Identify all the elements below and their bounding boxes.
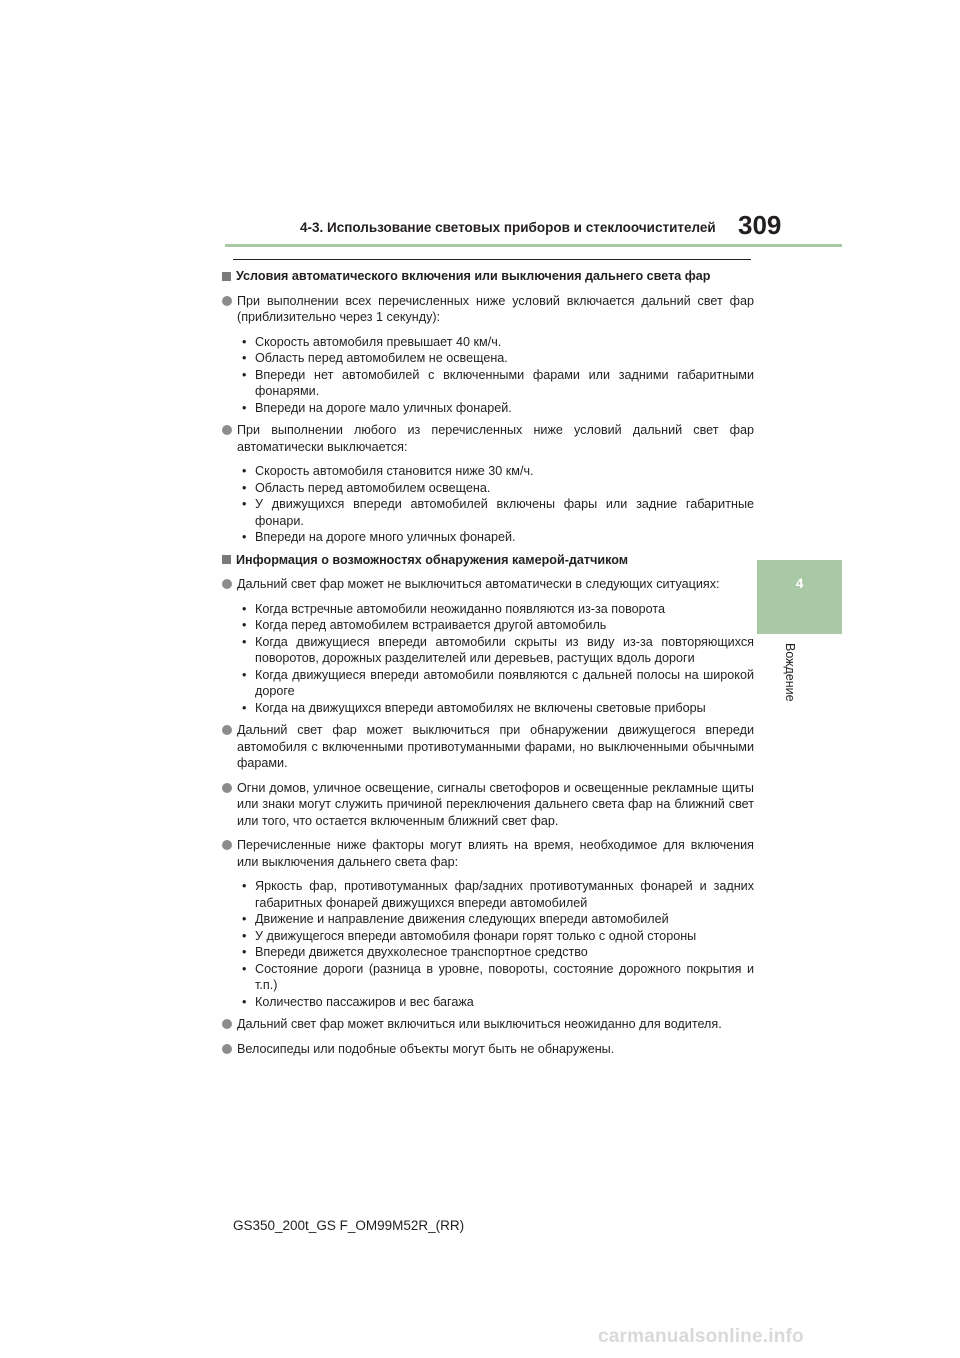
list-item-text: Область перед автомобилем освещена. — [255, 480, 491, 495]
paragraph-text: Огни домов, уличное освещение, сигналы светофоров и освещенные рекламные щиты или знаки могут служить причиной переключения дальнего света фар на ближний свет или того, что остается включенным ближний свет фар. — [237, 780, 754, 828]
section-heading-text: Условия автоматического включения или выключения дальнего света фар — [236, 269, 711, 283]
list-item — [242, 911, 754, 928]
bullet-dot-icon: • — [242, 667, 247, 682]
paragraph-text: Дальний свет фар может выключиться при обнаружении движущегося впереди автомобиля с включенными противотуманными фарами, но выключенными обычными фарами. — [237, 723, 754, 770]
bullet-list — [222, 878, 754, 1010]
section-heading-text: Информация о возможностях обнаружения камерой-датчиком — [236, 552, 629, 567]
section-heading — [222, 552, 754, 569]
paragraph-text: При выполнении любого из перечисленных ниже условий дальний свет фар автоматически выключается: — [237, 423, 754, 454]
bullet-dot-icon: • — [242, 700, 247, 715]
paragraph-text: Велосипеды или подобные объекты могут быть не обнаружены. — [237, 1041, 615, 1056]
bullet-dot-icon: • — [242, 994, 247, 1009]
content-rule — [233, 259, 751, 260]
list-item — [242, 667, 754, 700]
paragraph-text: При выполнении всех перечисленных ниже условий включается дальний свет фар (приблизительно через 1 секунду): — [237, 293, 754, 324]
list-item-text: Скорость автомобиля превышает 40 км/ч. — [255, 334, 502, 349]
footer-model-code: GS350_200t_GS F_OM99M52R_(RR) — [233, 1218, 465, 1233]
bullet-dot-icon: • — [242, 961, 247, 976]
circle-bullet-icon — [222, 725, 232, 735]
page-number: 309 — [738, 210, 782, 240]
list-item-text: Когда движущиеся впереди автомобили появляются с дальней полосы на широкой дороге — [255, 667, 754, 698]
list-item — [242, 878, 754, 911]
square-bullet-icon — [222, 555, 231, 564]
list-item-text: Когда движущиеся впереди автомобили скрыты из виду из-за повторяющихся поворотов, дорожных разделителей или деревьев, растущих вдоль дороги — [255, 634, 754, 665]
watermark: carmanualsonline.info — [598, 1326, 804, 1347]
list-item — [242, 400, 754, 417]
list-item-text: Движение и направление движения следующих впереди автомобилей — [255, 912, 669, 926]
bullet-dot-icon: • — [242, 367, 247, 382]
bullet-list — [222, 334, 754, 417]
list-item — [242, 944, 754, 961]
list-item-text: Впереди движется двухколесное транспортное средство — [255, 945, 588, 959]
bullet-dot-icon: • — [242, 618, 247, 632]
paragraph — [222, 837, 754, 870]
bullet-dot-icon: • — [242, 879, 247, 893]
list-item — [242, 601, 754, 618]
list-item-text: Когда на движущихся впереди автомобилях не включены световые приборы — [255, 700, 706, 715]
circle-bullet-icon — [222, 1019, 232, 1029]
bullet-dot-icon: • — [242, 400, 247, 415]
list-item — [242, 928, 754, 945]
paragraph — [222, 293, 754, 326]
paragraph — [222, 722, 754, 772]
paragraph-text: Дальний свет фар может включиться или выключиться неожиданно для водителя. — [237, 1017, 722, 1031]
bullet-dot-icon: • — [242, 351, 247, 365]
bullet-dot-icon: • — [242, 480, 247, 495]
side-tab-number: 4 — [795, 575, 804, 591]
paragraph — [222, 1016, 754, 1033]
list-item-text: Яркость фар, противотуманных фар/задних противотуманных фонарей и задних габаритных фонарей движущихся впереди автомобилей — [255, 879, 754, 910]
circle-bullet-icon — [222, 1044, 232, 1054]
paragraph-text: Перечисленные ниже факторы могут влиять на время, необходимое для включения или выключения дальнего света фар: — [237, 838, 754, 869]
circle-bullet-icon — [222, 296, 232, 306]
list-item — [242, 496, 754, 529]
list-item — [242, 961, 754, 994]
list-item — [242, 617, 754, 634]
paragraph-text: Дальний свет фар может не выключиться автоматически в следующих ситуациях: — [237, 577, 720, 591]
list-item — [242, 634, 754, 667]
paragraph — [222, 576, 754, 593]
bullet-dot-icon: • — [242, 601, 247, 616]
bullet-dot-icon: • — [242, 912, 247, 926]
bullet-list — [222, 463, 754, 546]
list-item — [242, 700, 754, 717]
header-rule — [225, 244, 842, 247]
list-item — [242, 529, 754, 546]
list-item — [242, 994, 754, 1011]
bullet-dot-icon: • — [242, 945, 247, 959]
list-item — [242, 350, 754, 367]
page-content — [222, 268, 754, 1065]
circle-bullet-icon — [222, 425, 232, 435]
bullet-dot-icon: • — [242, 497, 247, 511]
bullet-dot-icon: • — [242, 634, 247, 649]
list-item-text: Скорость автомобиля становится ниже 30 км/ч. — [255, 464, 534, 478]
paragraph — [222, 422, 754, 455]
list-item-text: У движущегося впереди автомобиля фонари горят только с одной стороны — [255, 928, 697, 943]
list-item — [242, 480, 754, 497]
bullet-list — [222, 601, 754, 717]
list-item-text: Область перед автомобилем не освещена. — [255, 351, 508, 365]
list-item — [242, 463, 754, 480]
list-item-text: У движущихся впереди автомобилей включены фары или задние габаритные фонари. — [255, 497, 754, 528]
chapter-title: 4-3. Использование световых приборов и стеклоочистителей — [300, 220, 716, 235]
circle-bullet-icon — [222, 840, 232, 850]
circle-bullet-icon — [222, 783, 232, 793]
list-item-text: Состояние дороги (разница в уровне, повороты, состояние дорожного покрытия и т.п.) — [255, 961, 754, 992]
list-item-text: Впереди нет автомобилей с включенными фарами или задними габаритными фонарями. — [255, 367, 754, 398]
bullet-dot-icon: • — [242, 464, 247, 478]
side-tab-label: Вождение — [783, 642, 797, 702]
bullet-dot-icon: • — [242, 530, 247, 544]
bullet-dot-icon: • — [242, 928, 247, 943]
list-item-text: Когда перед автомобилем встраивается другой автомобиль — [255, 618, 607, 632]
section-heading — [222, 268, 754, 285]
list-item-text: Количество пассажиров и вес багажа — [255, 994, 474, 1009]
list-item-text: Впереди на дороге мало уличных фонарей. — [255, 400, 512, 415]
square-bullet-icon — [222, 272, 231, 281]
paragraph — [222, 780, 754, 830]
list-item — [242, 334, 754, 351]
side-tab — [757, 560, 842, 634]
paragraph — [222, 1041, 754, 1058]
list-item-text: Когда встречные автомобили неожиданно появляются из-за поворота — [255, 601, 666, 616]
circle-bullet-icon — [222, 579, 232, 589]
bullet-dot-icon: • — [242, 334, 247, 349]
list-item-text: Впереди на дороге много уличных фонарей. — [255, 530, 516, 544]
list-item — [242, 367, 754, 400]
